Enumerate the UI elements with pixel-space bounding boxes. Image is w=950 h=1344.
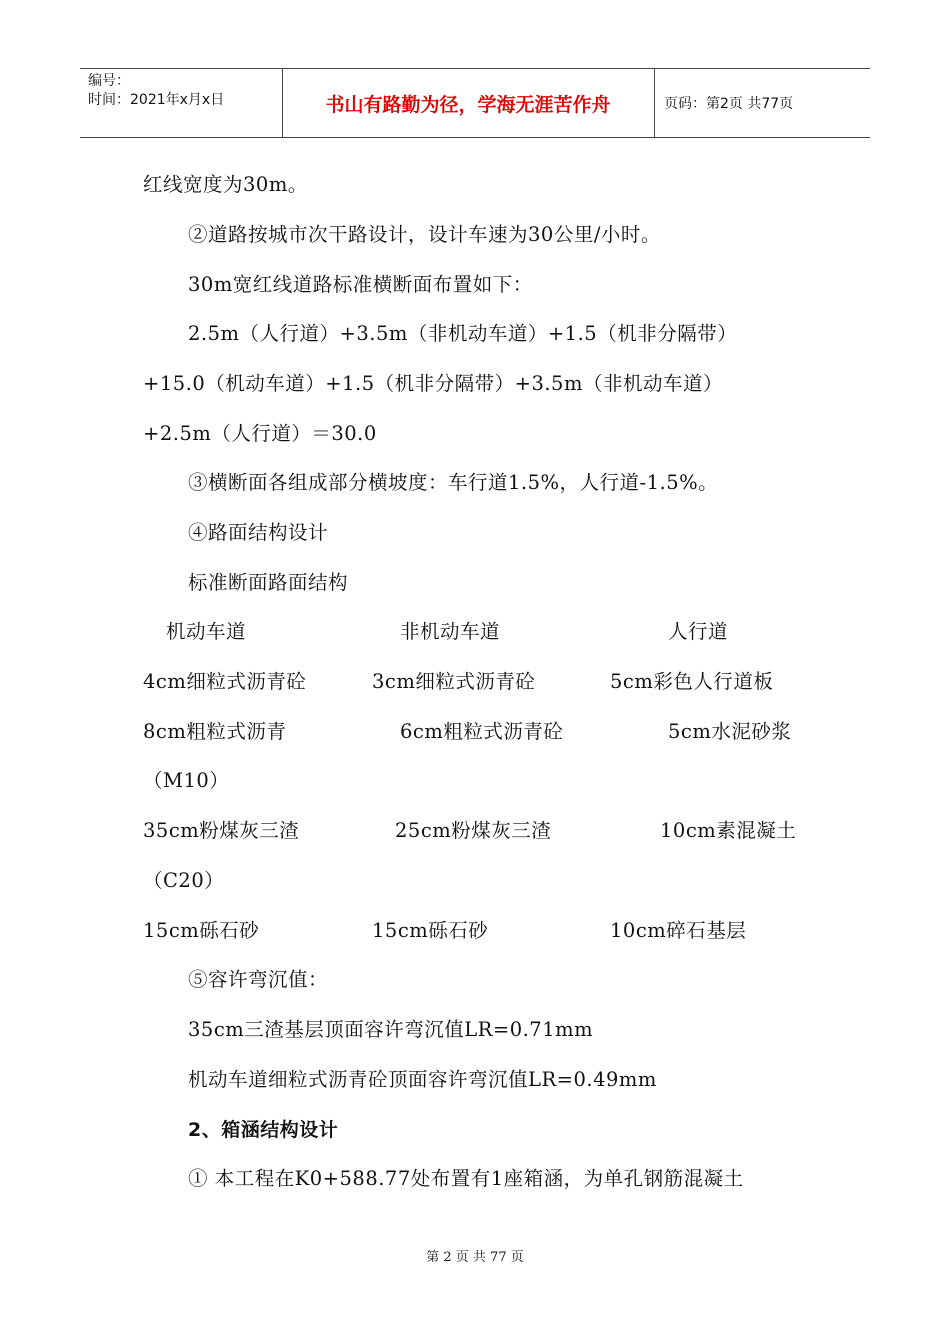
body-line: ②道路按城市次干路设计，设计车速为30公里/小时。 [188,223,661,246]
table-cell: 5cm彩色人行道板 [610,670,774,693]
header-motto: 书山有路勤为径，学海无涯苦作舟 [325,93,611,116]
body-line: 红线宽度为30m。 [143,173,308,196]
body-line: ③横断面各组成部分横坡度：车行道1.5%，人行道-1.5%。 [188,471,719,494]
table-cell: 6cm粗粒式沥青砼 [400,720,564,743]
table-cell: 15cm砾石砂 [372,919,489,942]
body-line: +2.5m（人行道）＝30.0 [143,422,377,445]
body-line: +15.0（机动车道）+1.5（机非分隔带）+3.5m（非机动车道） [143,372,723,395]
table-cell: 35cm粉煤灰三渣 [143,819,300,842]
body-line: ① 本工程在K0+588.77处布置有1座箱涵，为单孔钢筋混凝土 [188,1167,744,1190]
header-meta [88,72,224,110]
body-line: 35cm三渣基层顶面容许弯沉值LR=0.71mm [188,1018,594,1041]
table-header-motor: 机动车道 [166,620,247,643]
table-cell: 25cm粉煤灰三渣 [395,819,552,842]
table-cell: 3cm细粒式沥青砼 [372,670,536,693]
table-cell: 10cm碎石基层 [610,919,747,942]
table-header-sidewalk: 人行道 [668,620,729,643]
page-footer: 第 2 页 共 77 页 [426,1250,524,1265]
body-line: 30m宽红线道路标准横断面布置如下： [188,273,533,296]
table-cell-wrap: （C20） [143,869,225,892]
header-divider [654,69,655,137]
body-line: ④路面结构设计 [188,521,329,544]
time-label: 时间：2021年x月x日 [88,92,225,108]
table-cell: 15cm砾石砂 [143,919,260,942]
number-label: 编号： [88,73,130,89]
header-page-info: 页码：第2页 共77页 [664,96,794,112]
body-line: ⑤容许弯沉值： [188,968,329,991]
table-cell: 10cm素混凝土 [660,819,797,842]
body-line: 机动车道细粒式沥青砼顶面容许弯沉值LR=0.49mm [188,1068,657,1091]
body-line: 标准断面路面结构 [188,571,349,594]
table-header-nonmotor: 非机动车道 [400,620,501,643]
table-cell: 5cm水泥砂浆 [668,720,792,743]
table-cell: 4cm细粒式沥青砼 [143,670,307,693]
section-heading: 2、箱涵结构设计 [188,1119,339,1141]
body-line: 2.5m（人行道）+3.5m（非机动车道）+1.5（机非分隔带） [188,322,738,345]
table-cell: 8cm粗粒式沥青 [143,720,287,743]
page-header [80,68,870,138]
table-cell-wrap: （M10） [143,769,230,792]
